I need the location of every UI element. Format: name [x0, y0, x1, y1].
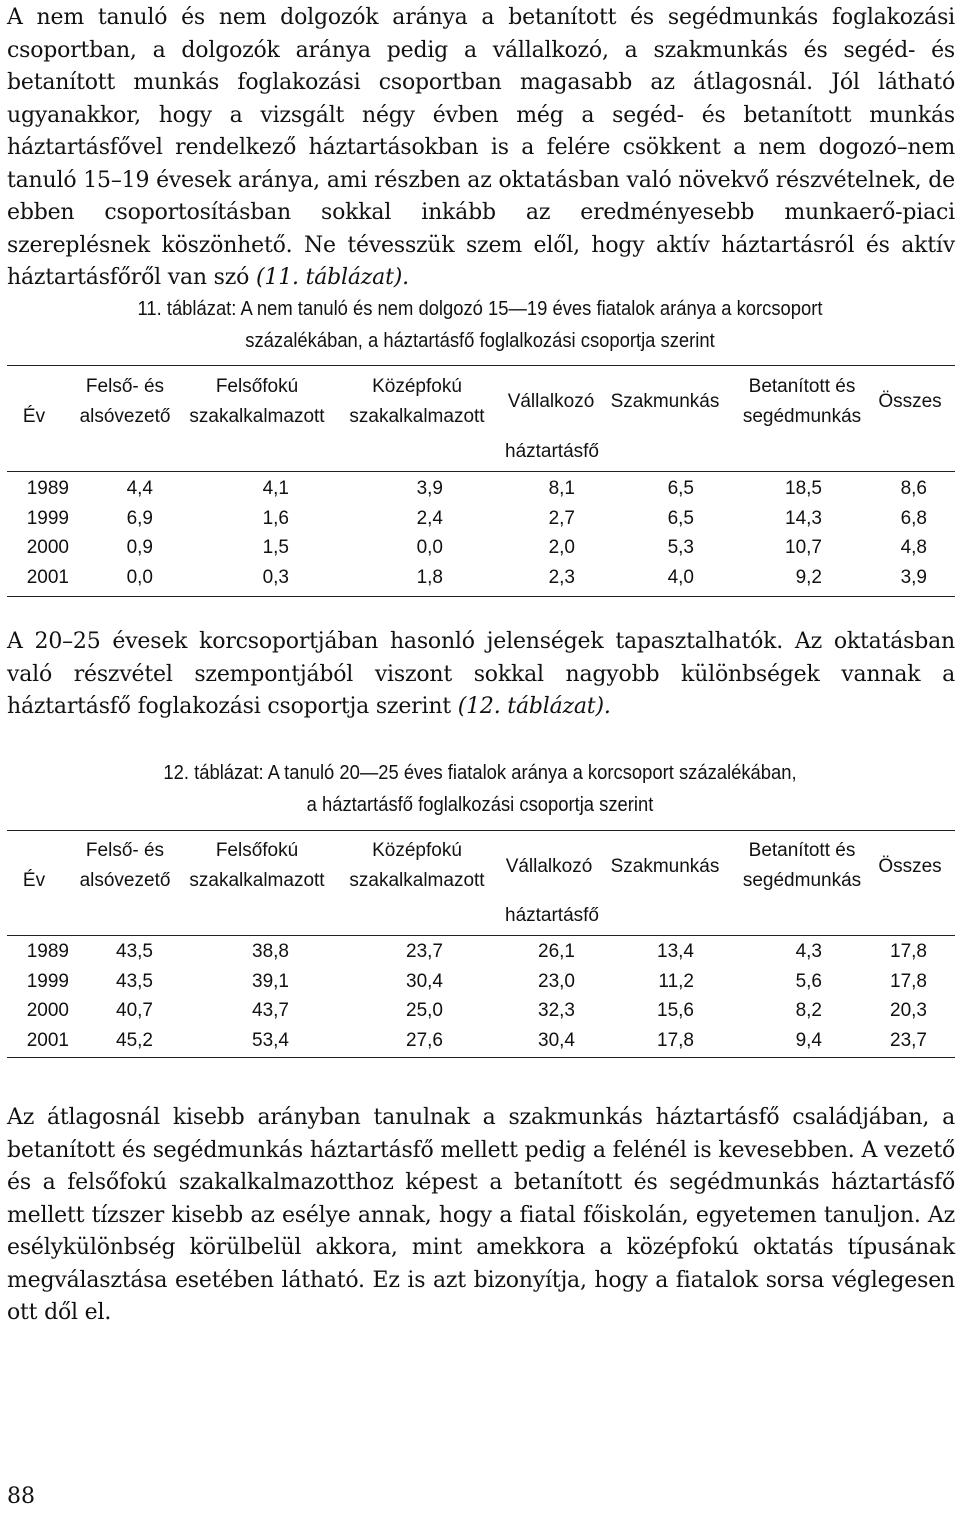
header-felso-es-alsovezeto: Felső- és alsóvezető	[79, 840, 171, 891]
table-11-body	[7, 474, 955, 592]
value-cell: 0,0	[416, 537, 443, 558]
value-cell: 6,9	[126, 507, 153, 529]
value-cell: 43,5	[116, 970, 153, 992]
value-cell: 27,6	[406, 1029, 443, 1051]
value-cell: 1,5	[262, 537, 289, 558]
value-cell: 30,4	[538, 1029, 575, 1051]
value-cell: 1,6	[262, 507, 289, 529]
value-cell: 15,6	[657, 1000, 694, 1021]
header-felsofoku-szakalkalmazott: Felsőfokú szakalkalmazott	[189, 840, 325, 891]
value-cell: 4,4	[126, 478, 153, 499]
value-cell: 9,4	[795, 1029, 822, 1051]
value-cell: 2,0	[548, 537, 575, 558]
year-cell: 2000	[26, 1000, 69, 1021]
table-12-caption-line-2: a háztartásfő foglalkozási csoportja szerint	[306, 794, 654, 816]
table-11-caption-line-1: 11. táblázat: A nem tanuló és nem dolgozó 15—19 éves fiatalok aránya a korcsoport	[137, 298, 823, 320]
value-cell: 17,8	[657, 1029, 694, 1051]
value-cell: 3,9	[900, 566, 927, 588]
header-osszes: Összes	[878, 391, 942, 412]
value-cell: 4,3	[795, 941, 822, 962]
value-cell: 17,8	[890, 941, 927, 962]
value-cell: 4,1	[262, 478, 289, 499]
value-cell: 45,2	[116, 1029, 153, 1051]
value-cell: 4,0	[667, 566, 694, 588]
value-cell: 10,7	[785, 537, 822, 558]
value-cell: 2,7	[548, 507, 575, 529]
value-cell: 18,5	[785, 478, 822, 499]
value-cell: 8,1	[548, 478, 575, 499]
value-cell: 0,9	[126, 537, 153, 558]
table-12-caption-line-1: 12. táblázat: A tanuló 20—25 éves fiatalok aránya a korcsoport százalékában,	[163, 762, 797, 784]
page-number: 88	[7, 1484, 35, 1509]
value-cell: 25,0	[406, 1000, 443, 1021]
table-12-bottom-rule	[7, 1057, 955, 1058]
value-cell: 2,4	[416, 507, 443, 529]
value-cell: 26,1	[538, 941, 575, 962]
table-11-top-rule	[7, 365, 955, 366]
value-cell: 8,6	[900, 478, 927, 499]
value-cell: 43,5	[116, 941, 153, 962]
table-row	[7, 937, 955, 967]
table-11-caption-line-2: százalékában, a háztartásfő foglalkozási csoportja szerint	[245, 330, 715, 352]
value-cell: 4,8	[900, 537, 927, 558]
value-cell: 0,0	[126, 566, 153, 588]
year-cell: 1999	[26, 507, 69, 529]
table-11-bottom-rule	[7, 596, 955, 597]
header-betanitott-es-segedmunkas: Betanított és segédmunkás	[742, 840, 862, 891]
year-cell: 2000	[26, 537, 69, 558]
year-cell: 1999	[26, 970, 69, 992]
header-szakmunkas: Szakmunkás	[610, 856, 720, 877]
value-cell: 53,4	[252, 1029, 289, 1051]
paragraph-2-text: A 20–25 évesek korcsoportjában hasonló jelenségek tapasztalhatók. Az oktatásban való részvétel szempontjából viszont sokkal nagyobb különbségek vannak a háztartásfő foglakozási csoportja szerint	[7, 629, 955, 719]
value-cell: 11,2	[658, 970, 694, 992]
table-row	[7, 504, 955, 534]
value-cell: 43,7	[252, 1000, 289, 1021]
header-vallalkozo: Vállalkozó	[507, 391, 595, 412]
table-row	[7, 996, 955, 1026]
value-cell: 1,8	[416, 566, 443, 588]
header-kozepfoku-szakalkalmazott: Középfokú szakalkalmazott	[349, 376, 485, 427]
value-cell: 39,1	[252, 970, 289, 992]
value-cell: 14,3	[785, 507, 822, 529]
header-kozepfoku-szakalkalmazott: Középfokú szakalkalmazott	[349, 840, 485, 891]
value-cell: 40,7	[116, 1000, 153, 1021]
header-felsofoku-szakalkalmazott: Felsőfokú szakalkalmazott	[189, 376, 325, 427]
paragraph-1-text: A nem tanuló és nem dolgozók aránya a betanított és segédmunkás foglakozási csoportban, a dolgozók aránya pedig a vállalkozó, a szakmunkás és segéd- és betanított munkás foglakozási csoportban magasabb az átlagosnál. Jól látható ugyanakkor, hogy a vizsgált négy évben még a segéd- és betanított munkás háztartásfővel rendelkező háztartásokban is a felére csökkent a nem dogozó–nem tanuló 15–19 évesek aránya, ami részben az oktatásban való növekvő részvételnek, de ebben csoportosításban sokkal inkább az eredményesebb munkaerő-piaci szereplésnek köszönhető. Ne tévesszük szem elől, hogy aktív háztartásról és aktív háztartásfőről van szó	[7, 5, 955, 290]
table-row	[7, 1026, 955, 1056]
header-szakmunkas: Szakmunkás	[610, 391, 720, 412]
table-12-header-rule	[7, 935, 955, 936]
year-cell: 1989	[26, 941, 69, 962]
value-cell: 23,7	[406, 941, 443, 962]
value-cell: 30,4	[406, 970, 443, 992]
value-cell: 6,8	[900, 507, 927, 529]
value-cell: 23,0	[538, 970, 575, 992]
header-haztartasfo: háztartásfő	[505, 905, 599, 926]
paragraph-2-table-ref: (12. táblázat).	[457, 694, 611, 719]
paragraph-3: Az átlagosnál kisebb arányban tanulnak a szakmunkás háztartásfő családjában, a betanított és segédmunkás háztartásfő mellett pedig a felénél is kevesebben. A vezető és a felsőfokú szakalkalmazotthoz képest a betanított és segédmunkás háztartásfő mellett tízszer kisebb az esélye annak, hogy a fiatal főiskolán, egyetemen tanuljon. Az esélykülönbség körülbelül akkora, mint amekkora a középfokú oktatás típusának megválasztása esetében látható. Ez is azt bizonyítja, hogy a fiatalok sorsa véglegesen ott dől el.	[7, 1105, 955, 1325]
value-cell: 2,3	[548, 566, 575, 588]
header-felso-es-alsovezeto: Felső- és alsóvezető	[79, 376, 171, 427]
year-cell: 1989	[26, 478, 69, 499]
paragraph-2	[7, 626, 955, 724]
header-ev: Év	[22, 406, 46, 427]
value-cell: 3,9	[416, 478, 443, 499]
value-cell: 5,6	[795, 970, 822, 992]
paragraph-1-table-ref: (11. táblázat).	[256, 265, 409, 290]
table-11-header-rule	[7, 471, 955, 472]
value-cell: 6,5	[667, 478, 694, 499]
year-cell: 2001	[26, 566, 69, 588]
value-cell: 32,3	[538, 1000, 575, 1021]
header-haztartasfo: háztartásfő	[505, 441, 599, 462]
table-11-caption	[38, 293, 921, 357]
value-cell: 23,7	[890, 1029, 927, 1051]
value-cell: 5,3	[667, 537, 694, 558]
table-12-body	[7, 937, 955, 1055]
table-row	[7, 533, 955, 563]
value-cell: 17,8	[890, 970, 927, 992]
header-ev: Év	[22, 870, 46, 891]
table-12-top-rule	[7, 830, 955, 831]
header-vallalkozo: Vállalkozó	[505, 856, 593, 877]
value-cell: 13,4	[657, 941, 694, 962]
value-cell: 38,8	[252, 941, 289, 962]
value-cell: 0,3	[262, 566, 289, 588]
table-row	[7, 967, 955, 997]
year-cell: 2001	[26, 1029, 69, 1051]
paragraph-1	[7, 2, 955, 295]
value-cell: 9,2	[795, 566, 822, 588]
table-row	[7, 474, 955, 504]
value-cell: 6,5	[667, 507, 694, 529]
value-cell: 20,3	[890, 1000, 927, 1021]
table-row	[7, 563, 955, 593]
value-cell: 8,2	[795, 1000, 822, 1021]
header-betanitott-es-segedmunkas: Betanított és segédmunkás	[742, 376, 862, 427]
table-12-caption	[38, 757, 921, 821]
header-osszes: Összes	[878, 856, 942, 877]
